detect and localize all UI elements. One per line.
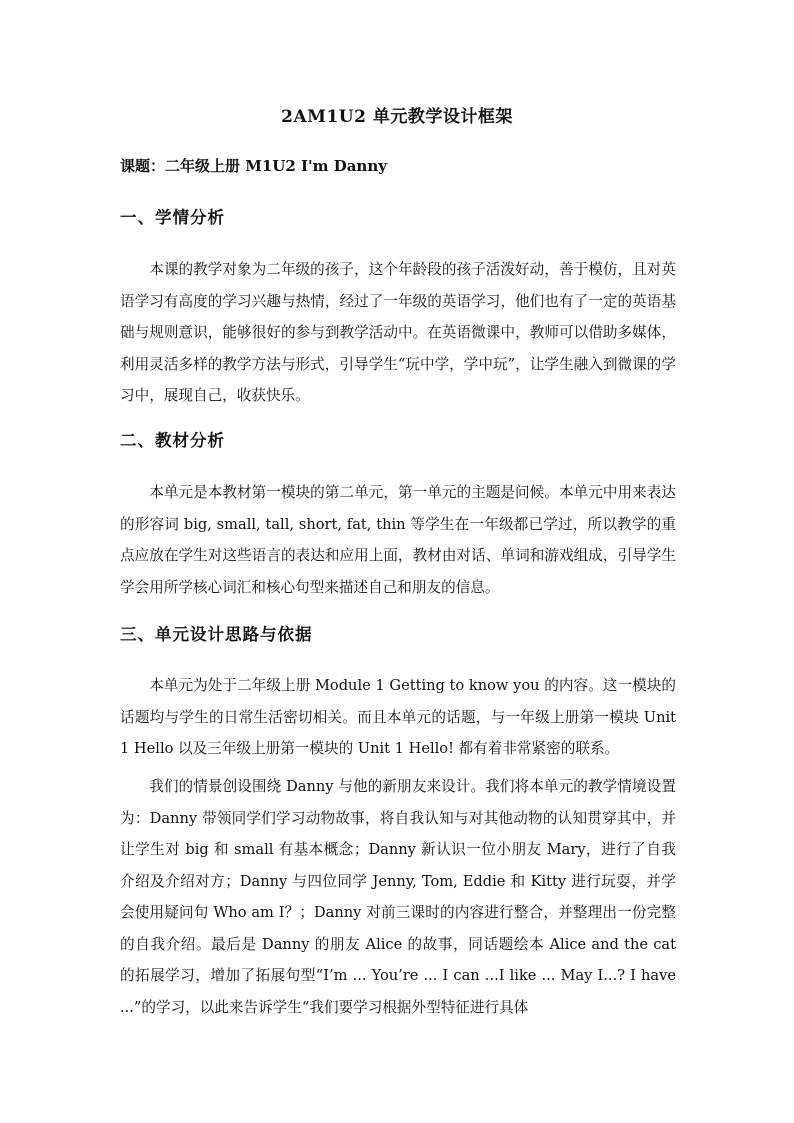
section-heading-unit-design: 三、单元设计思路与依据 xyxy=(120,625,313,644)
document-title: 2AM1U2 单元教学设计框架 xyxy=(281,107,513,127)
section-heading-learner-analysis: 一、学情分析 xyxy=(120,208,225,227)
paragraph-learner-analysis: 本课的教学对象为二年级的孩子，这个年龄段的孩子活泼好动，善于模仿，且对英语学习有高度的学习兴趣与热情，经过了一年级的英语学习，他们也有了一定的英语基础与规则意识，能够很好的参与到教学活动中。在英语微课中，教师可以借助多媒体，利用灵活多样的教学方法与形式，引导学生“玩中学，学中玩”，让学生融入到微课的学习中，展现自己，收获快乐。 xyxy=(120,261,676,404)
section-heading-textbook-analysis: 二、教材分析 xyxy=(120,431,225,450)
paragraph-textbook-analysis: 本单元是本教材第一模块的第二单元，第一单元的主题是问候。本单元中用来表达的形容词 big, small, tall, short, fat, thin 等学生在一年级都已学过，所以教学的重点应放在学生对这些语言的表达和应用上面，教材由对话、单词和游戏组成，引导学生学会用所学核心词汇和核心句型来描述自己和朋友的信息。 xyxy=(120,484,676,596)
lesson-subject: 课题：二年级上册 M1U2 I'm Danny xyxy=(120,157,387,175)
paragraph-unit-design-2: 我们的情景创设围绕 Danny 与他的新朋友来设计。我们将本单元的教学情境设置为：Danny 带领同学们学习动物故事，将自我认知与对其他动物的认知贯穿其中，并让学生对 big 和 small 有基本概念；Danny 新认识一位小朋友 Mary，进行了自我介绍及介绍对方；Danny 与四位同学 Jenny, Tom, Eddie 和 Kitty 进行玩耍，并学会使用疑问句 Who am I？；Danny 对前三课时的内容进行整合，并整理出一份完整的自我介绍。最后是 Danny 的朋友 Alice 的故事，同话题绘本 Alice and the cat 的拓展学习，增加了拓展句型“I’m ... You’re ... I can ...I like ... May I...? I have ...”的学习，以此来告诉学生“我们要学习根据外型特征进行具体 xyxy=(120,778,676,1016)
paragraph-unit-design-1: 本单元为处于二年级上册 Module 1 Getting to know you 的内容。这一模块的话题均与学生的日常生活密切相关。而且本单元的话题，与一年级上册第一模块 Unit 1 Hello 以及三年级上册第一模块的 Unit 1 Hello! 都有着非常紧密的联系。 xyxy=(120,677,676,757)
